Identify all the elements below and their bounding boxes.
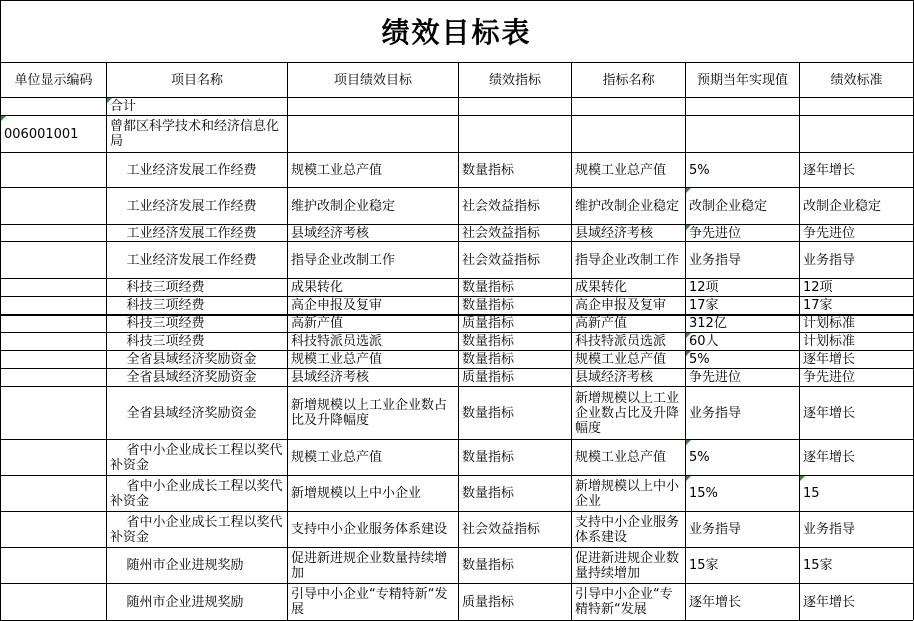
table-cell-standard [800,98,913,115]
column-header-name: 指标名称 [602,72,655,88]
table-cell-indicator: 数量指标 [462,405,515,421]
table-cell-value [686,116,799,152]
table-cell-indicator: 质量指标 [462,316,515,331]
table-cell-project: 随州市企业进规奖励 [110,558,244,573]
table-cell-indicator: 质量指标 [462,594,515,610]
table-cell-indicator: 社会效益指标 [462,225,541,241]
column-header-standard: 绩效标准 [830,72,883,88]
table-cell-project: 工业经济发展工作经费 [110,198,257,214]
table-cell-goal: 新增规模以上中小企业 [291,486,422,501]
cell-marker-icon [686,351,691,356]
table-cell-indicator: 社会效益指标 [462,198,541,214]
cell-marker-icon [686,225,691,230]
table-cell-code [1,584,106,620]
table-cell-standard: 计划标准 [803,316,856,331]
table-cell-standard: 改制企业稳定 [803,198,882,214]
table-cell-code [1,153,106,187]
table-cell-code [1,333,106,350]
table-cell-goal: 县域经济考核 [291,370,370,385]
table-cell-goal: 引导中小企业“专精特新“发展 [291,587,448,617]
cell-marker-icon [800,476,805,481]
table-cell-value: 争先进位 [689,225,742,241]
table-cell-code [1,512,106,547]
table-cell-project: 全省县域经济奖励资金 [110,370,257,385]
table-cell-indicator: 质量指标 [462,370,515,385]
table-cell-project: 工业经济发展工作经费 [110,252,257,268]
table-cell-indicator: 数量指标 [462,450,515,465]
table-cell-project: 省中小企业成长工程以奖代补资金 [110,442,283,473]
table-cell-code [1,297,106,314]
table-cell-value: 312亿 [689,316,727,331]
table-cell-project: 科技三项经费 [110,334,205,349]
table-cell-goal: 新增规模以上工业企业数占比及升降幅度 [291,398,448,428]
table-cell-goal: 高企申报及复审 [291,298,383,313]
cell-marker-icon [686,188,691,193]
table-cell-project: 工业经济发展工作经费 [110,225,257,241]
table-cell-project: 省中小企业成长工程以奖代补资金 [110,514,283,545]
table-cell-standard: 业务指导 [803,252,856,268]
table-cell-value: 5% [689,352,710,367]
column-header-code: 单位显示编码 [14,72,93,88]
table-cell-project: 科技三项经费 [110,298,205,313]
table-cell-name: 促进新进规企业数量持续增加 [575,550,680,581]
table-cell-project: 省中小企业成长工程以奖代补资金 [110,478,283,509]
table-cell-value: 12项 [689,280,719,295]
cell-marker-icon [686,333,691,338]
table-cell-name [572,98,685,115]
table-cell-name: 成果转化 [575,280,628,295]
table-cell-value: 业务指导 [689,252,742,268]
table-cell-name: 规模工业总产值 [575,162,667,178]
table-cell-indicator: 社会效益指标 [462,522,541,537]
table-cell-standard: 15 [803,486,820,501]
table-cell-value: 15家 [689,558,719,573]
table-cell-project: 科技三项经费 [110,280,205,295]
table-cell-value: 逐年增长 [689,594,742,610]
table-cell-goal: 成果转化 [291,280,344,295]
column-header-value: 预期当年实现值 [696,72,788,88]
table-cell-project: 合计 [110,99,137,114]
table-cell-project: 工业经济发展工作经费 [110,162,257,178]
table-cell-standard: 15家 [803,558,833,573]
table-cell-code [1,315,106,332]
table-cell-indicator: 数量指标 [462,334,515,349]
table-cell-code [1,476,106,511]
table-cell-standard [800,116,913,152]
table-cell-goal: 维护改制企业稳定 [291,198,396,214]
table-cell-goal [288,116,458,152]
table-cell-name: 县域经济考核 [575,225,654,241]
table-cell-goal: 促进新进规企业数量持续增加 [291,550,448,581]
table-cell-standard: 争先进位 [803,225,856,241]
table-cell-standard: 逐年增长 [803,405,856,421]
table-cell-value: 15% [689,486,718,501]
page-title: 绩效目标表 [381,16,532,49]
table-cell-project: 全省县域经济奖励资金 [110,405,257,421]
table-cell-value: 改制企业稳定 [689,198,768,214]
table-cell-name: 新增规模以上工业企业数占比及升降幅度 [575,390,680,436]
table-cell-name: 引导中小企业“专精特新“发展 [575,587,673,617]
table-cell-standard: 业务指导 [803,522,856,537]
table-cell-name: 规模工业总产值 [575,450,667,465]
table-cell-goal: 支持中小企业服务体系建设 [291,522,448,537]
table-cell-value: 争先进位 [689,370,742,385]
table-cell-standard: 17家 [803,298,833,313]
table-cell-code [1,440,106,475]
column-header-project: 项目名称 [170,72,223,88]
table-cell-goal: 指导企业改制工作 [291,252,396,268]
table-cell-indicator: 数量指标 [462,558,515,573]
grid-line-h [0,0,913,1]
table-cell-standard: 12项 [803,280,833,295]
table-cell-value: 业务指导 [689,522,742,537]
table-cell-code [1,242,106,278]
table-cell-name: 支持中小企业服务体系建设 [575,514,680,545]
table-cell-project: 曾都区科学技术和经济信息化局 [110,119,280,149]
cell-marker-icon [686,476,691,481]
table-cell-indicator: 社会效益指标 [462,252,541,268]
table-cell-value: 业务指导 [689,405,742,421]
table-cell-indicator: 数量指标 [462,280,515,295]
table-cell-goal: 高新产值 [291,316,344,331]
column-header-indicator: 绩效指标 [488,72,541,88]
table-cell-name [572,116,685,152]
table-cell-standard: 逐年增长 [803,594,856,610]
table-cell-goal: 科技特派员选派 [291,334,383,349]
table-cell-value: 5% [689,162,710,178]
table-cell-name: 科技特派员选派 [575,334,667,349]
table-cell-name: 维护改制企业稳定 [575,198,680,214]
table-cell-name: 县域经济考核 [575,370,654,385]
table-cell-goal: 规模工业总产值 [291,352,383,367]
table-cell-project: 全省县域经济奖励资金 [110,352,257,367]
table-cell-code: 006001001 [4,126,79,142]
table-cell-code [1,225,106,241]
table-cell-project: 科技三项经费 [110,316,205,331]
table-cell-standard: 争先进位 [803,370,856,385]
table-cell-indicator: 数量指标 [462,298,515,313]
table-cell-standard: 逐年增长 [803,352,856,367]
table-cell-indicator [459,98,571,115]
table-cell-indicator: 数量指标 [462,486,515,501]
table-cell-code [1,279,106,296]
table-cell-indicator: 数量指标 [462,352,515,367]
table-cell-goal: 规模工业总产值 [291,162,383,178]
table-cell-value [686,98,799,115]
cell-marker-icon [686,440,691,445]
table-cell-code [1,188,106,224]
table-cell-value: 5% [689,450,710,465]
table-cell-project: 随州市企业进规奖励 [110,594,244,610]
table-cell-name: 规模工业总产值 [575,352,667,367]
table-cell-code [1,98,106,115]
table-cell-indicator: 数量指标 [462,162,515,178]
table-cell-code [1,548,106,583]
table-cell-code [1,369,106,386]
table-cell-name: 高新产值 [575,316,628,331]
table-cell-goal [288,98,458,115]
cell-marker-icon [1,116,6,121]
table-cell-code [1,351,106,368]
table-cell-goal: 县域经济考核 [291,225,370,241]
table-cell-standard: 计划标准 [803,334,856,349]
table-cell-standard: 逐年增长 [803,450,856,465]
table-cell-value: 17家 [689,298,719,313]
table-cell-name: 新增规模以上中小企业 [575,478,680,509]
table-cell-name: 指导企业改制工作 [575,252,680,268]
cell-marker-icon [107,98,112,103]
table-cell-standard: 逐年增长 [803,162,856,178]
table-cell-goal: 规模工业总产值 [291,450,383,465]
column-header-goal: 项目绩效目标 [333,72,412,88]
table-cell-indicator [459,116,571,152]
table-cell-value: 60人 [689,334,719,349]
table-cell-code [1,387,106,439]
table-cell-name: 高企申报及复审 [575,298,667,313]
